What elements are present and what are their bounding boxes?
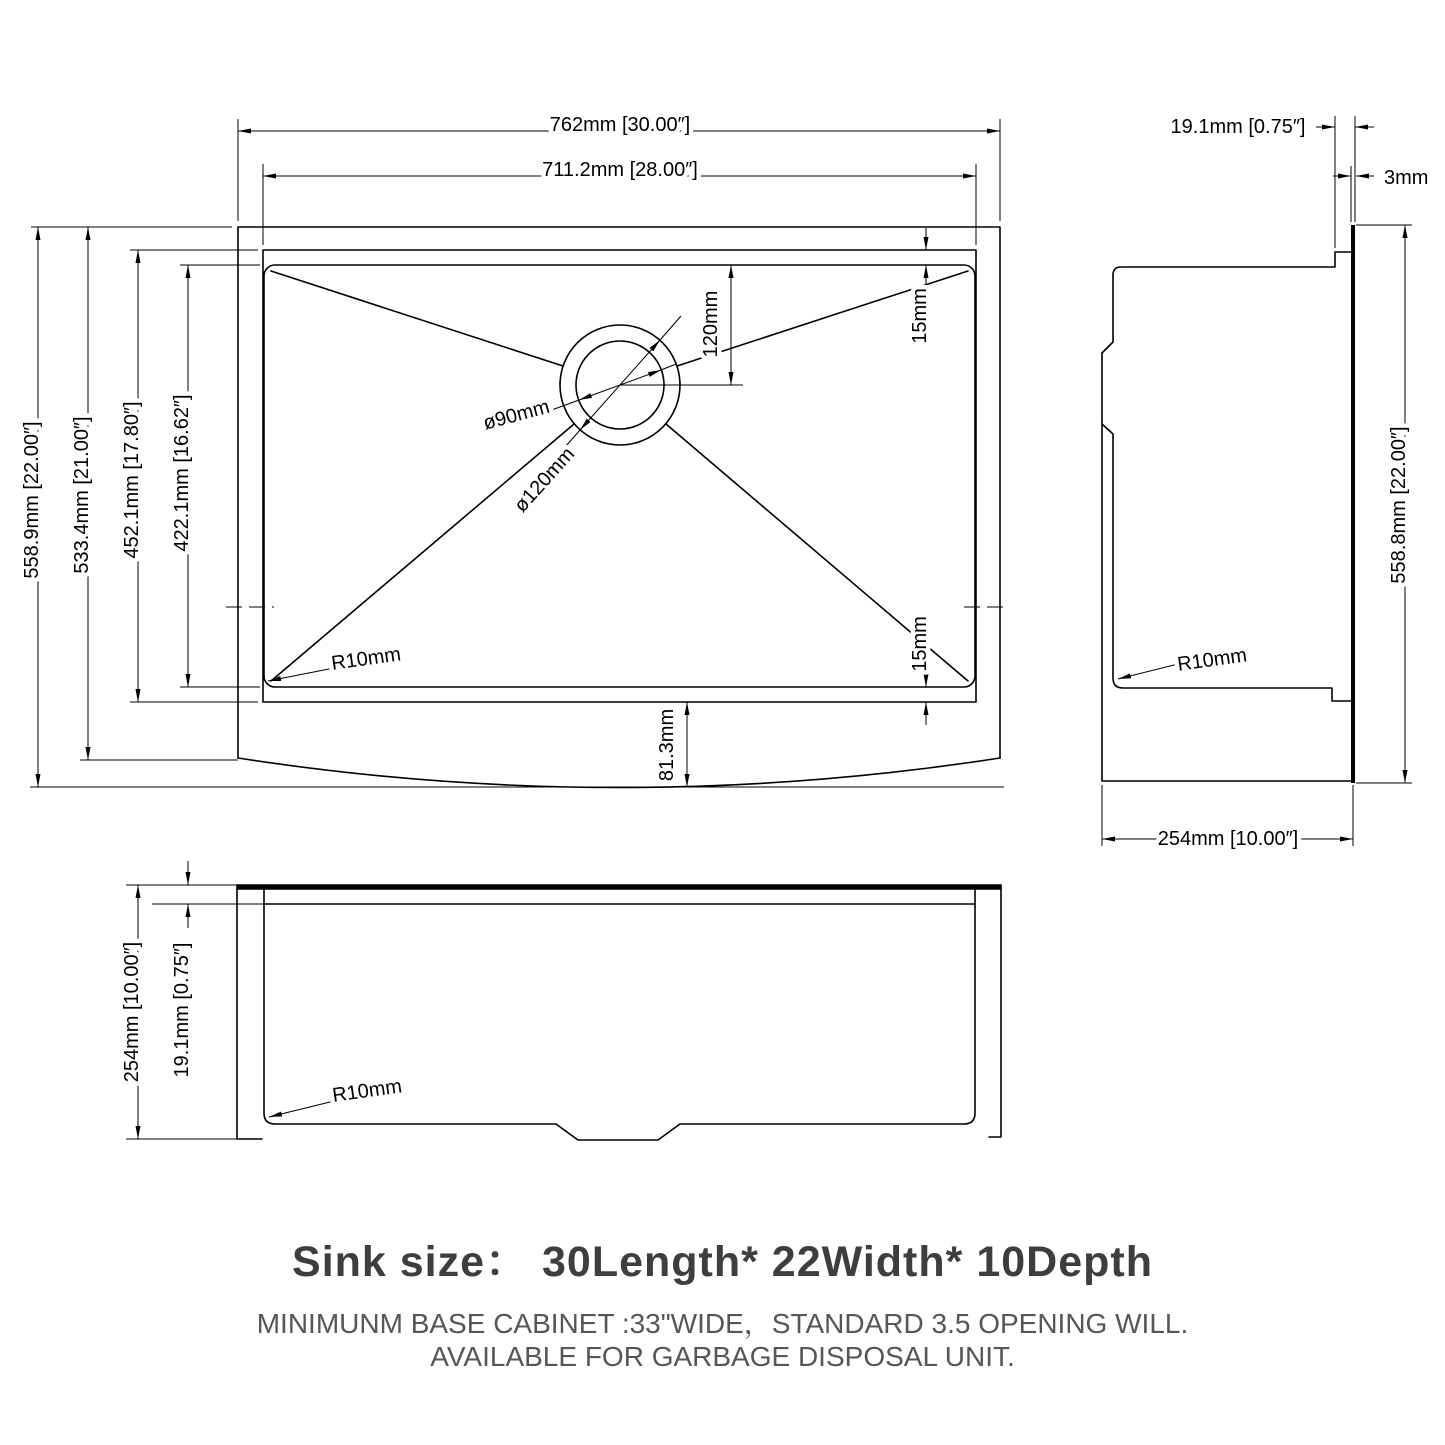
dim-label-dim-drain-outer: ø120mm: [509, 443, 580, 517]
apron-curve: [238, 758, 1000, 788]
corner-radius-leader: [269, 1101, 334, 1117]
drain-outer-leader-tail: [660, 316, 681, 340]
rim-outline: [238, 227, 1000, 758]
bowl-opening: [263, 250, 976, 702]
dim-label-dim-drain-offset: 120mm: [700, 290, 722, 358]
dim-label-dim-apron-thickness: 3mm: [1384, 167, 1429, 189]
dim-label-dim-apron-height: 81.3mm: [656, 708, 678, 782]
diagonal-bottom-left: [271, 424, 574, 681]
dim-label-dim-corner-radius-top: R10mm: [329, 643, 403, 675]
outer-right-edge: [989, 885, 1001, 1137]
dimension-labels: [21, 114, 1428, 1107]
side-view: [1102, 116, 1412, 846]
drain-inner-leader: [549, 400, 579, 411]
dim-label-dim-overall-width: 558.9mm [22.00″]: [21, 421, 43, 579]
dim-label-dim-slope-bottom: 15mm: [909, 616, 931, 672]
dim-label-dim-corner-radius-front: R10mm: [330, 1075, 404, 1107]
drain-outer-leader: [566, 430, 580, 446]
dim-label-dim-rim-width: 533.4mm [21.00″]: [71, 416, 93, 574]
bowl-bottom-line: [275, 1124, 964, 1140]
dim-label-dim-bowl-bottom-width: 422.1mm [16.62″]: [171, 394, 193, 552]
dim-label-dim-bowl-length: 711.2mm [28.00″]: [542, 159, 698, 181]
front-view: [126, 861, 1001, 1140]
cabinet-note-line: MINIMUNM BASE CABINET :33"WIDE，STANDARD 3.5 OPENING WILL.: [256, 1308, 1189, 1339]
diagonal-top-left: [271, 271, 563, 366]
dim-label-dim-side-width: 558.8mm [22.00″]: [1388, 426, 1410, 584]
dim-label-dim-drain-inner: ø90mm: [480, 395, 553, 435]
bowl-left-wall: [264, 890, 275, 1124]
outer-left-edge: [237, 885, 262, 1139]
disposal-note-line: AVAILABLE FOR GARBAGE DISPOSAL UNIT.: [430, 1341, 1015, 1372]
inner-profile: [1102, 275, 1351, 701]
dim-label-dim-front-depth: 254mm [10.00″]: [121, 941, 143, 1083]
outer-profile: [1102, 353, 1351, 781]
bowl-bottom: [264, 265, 975, 687]
bowl-right-wall: [964, 890, 975, 1124]
dim-label-dim-front-rim: 19.1mm [0.75″]: [171, 942, 193, 1078]
dim-label-dim-slope-top: 15mm: [909, 288, 931, 344]
dim-label-dim-bowl-top-width: 452.1mm [17.80″]: [121, 401, 143, 559]
corner-radius-leader: [1118, 664, 1178, 679]
dim-label-dim-overall-length: 762mm [30.00″]: [549, 114, 691, 136]
drain-inner-leader-tail: [661, 364, 676, 370]
sink-size-title: Sink size： 30Length* 22Width* 10Depth: [292, 1238, 1153, 1286]
deck-profile: [1113, 252, 1351, 275]
dim-label-dim-side-depth: 254mm [10.00″]: [1157, 828, 1299, 850]
dim-label-dim-corner-radius-side: R10mm: [1175, 644, 1249, 676]
dim-label-dim-rim-thickness-side: 19.1mm [0.75″]: [1170, 116, 1306, 138]
